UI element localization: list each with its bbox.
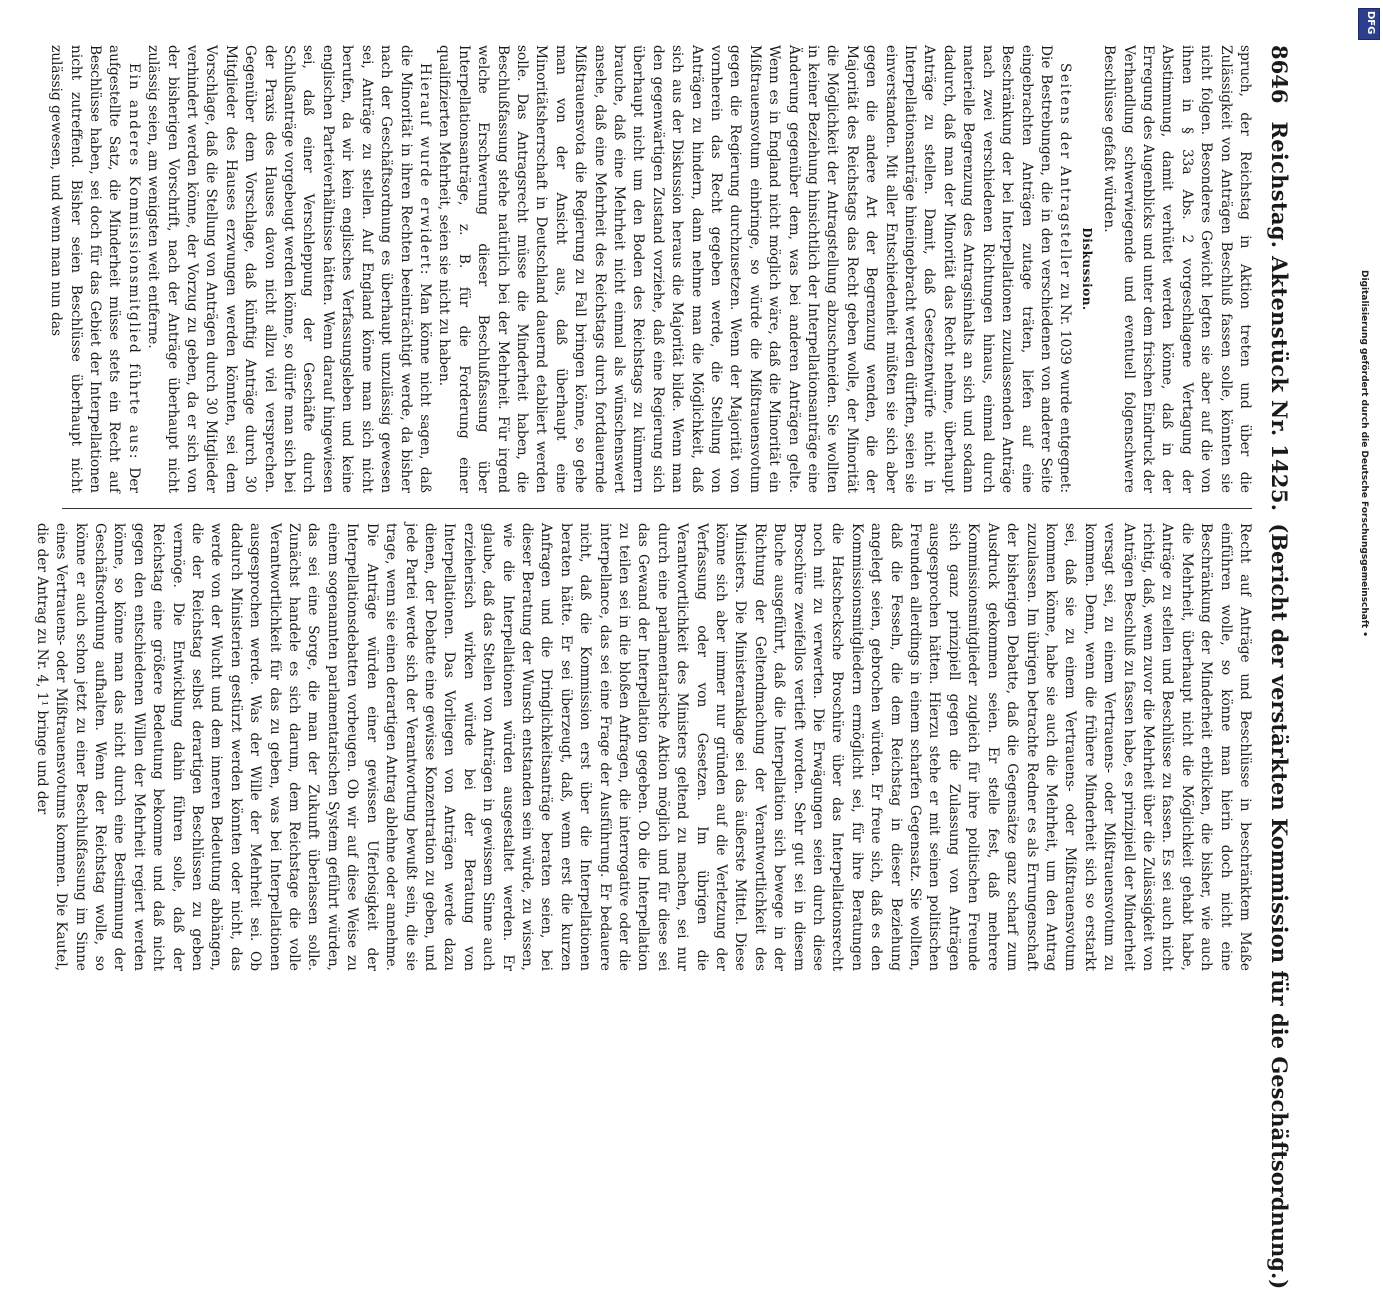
report-subtitle: (Bericht der verstärkten Kommission für die Geschäftsordnung.) — [1267, 523, 1293, 1289]
column-divider — [62, 508, 1252, 509]
paragraph-lead: Seitens der Antragsteller — [1057, 63, 1074, 279]
paragraph — [46, 45, 143, 493]
paragraph-body: Man könne nicht sagen, daß die Minorität in ihren Rechten beeinträchtigt werde, da bisher nach der Geschäftsordnung es überhaupt unzulässig gewesen sei, Anträge zu stellen. Auf England könne man sich nicht berufen, da wir kein englisches Verfassungsleben und keine englischen Parteiverhältnisse hätten. Wenn darauf hingewiesen sei, daß einer Verschleppung der Geschäfte durch Schlußanträge vorgebeugt werden könne, so dürfe man sich bei der Praxis des Hauses davon nicht allzu viel versprechen. Gegenüber dem Vorschlage, daß künftig Anträge durch 30 Mitglieder des Hauses erzwungen werden könnten, sei dem Vorschlage, daß die Stellung von Anträgen durch 30 Mitglieder verhindert werden könne, der Vorzug zu geben, da er sich von der bisherigen Vorschrift, nach der Anträge überhaupt nicht zulässig seien, am wenigsten weit entferne. — [145, 45, 433, 493]
paragraph — [143, 45, 434, 493]
section-heading: Diskussion. — [1079, 227, 1094, 311]
paragraph-body: Der aufgestellte Satz, die Minderheit müsse stets ein Recht auf Beschlüsse haben, sei doch für das Gebiet der Interpellationen nicht zutreffend. Bisher seien Beschlüsse überhaupt nicht zulässig gewesen, und wenn man nun das — [48, 45, 142, 493]
digitization-note — [1355, 270, 1369, 970]
paragraph-lead: Hierauf wurde erwidert: — [416, 63, 433, 276]
page-header — [1260, 45, 1300, 1289]
left-text-column — [48, 45, 1254, 493]
page-number: 8646 — [1267, 45, 1293, 104]
rotated-document-page — [33, 45, 1300, 1289]
paragraph-body: zu Nr. 1039 wurde entgegnet: Die Bestrebungen, die in den verschiedenen von anderer Seite eingebrachten Anträgen zutage träten, liefen auf eine Beschränkung der bei Interpellationen zuzulassenden Anträge nach zwei verschiedenen Richtungen hinaus, einmal durch materielle Begrenzung des Antragsinhalts an sich und sodann dadurch, daß man der Minorität das Recht nehme, überhaupt Anträge zu stellen. Damit, daß Gesetzentwürfe nicht in Interpellationsanträge hineingebracht werden dürften, seien sie einverstanden. Mit aller Entschiedenheit müßten sie sich aber gegen die andere Art der Begrenzung wenden, die der Majorität des Reichstags das Recht geben wolle, der Minorität die Möglichkeit der Antragstellung abzuschneiden. Sie wollten in keiner Beziehung hinsichtlich der Interpellationsanträge eine Änderung gegenüber dem, was bei anderen Anträgen gelte. Wenn es in England nicht möglich wäre, daß die Minorität ein Mißtrauensvotum einbringe, so würde die Mißtrauensvotum gegen die Regierung durchzusetzen. Wenn der Majorität von vornherein das Recht gegeben werde, die Stellung von Anträgen zu hindern, dann nehme man die Möglichkeit, daß sich aus der Diskussion heraus die Majorität bilde. Wenn man den gegenwärtigen Zustand vorziehe, daß eine Regierung sich überhaupt nicht um den Boden des Reichstags zu kümmern brauche, daß eine Mehrheit nicht einmal als wünschenswert ansehe, daß eine Mehrheit des Reichstags durch fortdauernde Mißtrauensvota die Regierung zu Fall bringen könne, so gehe man von der Ansicht aus, daß überhaupt eine Minoritätsherrschaft in Deutschland dauernd etabliert werden solle. Das Antragsrecht müsse die Minderheit haben, die Beschlußfassung stehe natürlich bei der Mehrheit. Für irgend welche Erschwerung dieser Beschlußfassung über Interpellationsanträge, z. B. für die Forderung einer qualifizierten Mehrheit, seien sie nicht zu haben. — [436, 45, 1074, 493]
paragraph: spruch, der Reichstag in Aktion treten und über die Zulässigkeit von Anträgen Beschluß fassen solle, könnten sie nicht folgen. Besonderes Gewicht legten sie aber auf die von ihnen in § 33a Abs. 2 vorgeschlagene Vertagung der Abstimmung, damit verhütet werden könne, daß in der Erregung des Augenblicks und unter dem frischen Eindruck der Verhandlung schwerwiegende und eventuell folgenschwere Beschlüsse gefaßt würden. — [1101, 45, 1253, 493]
dfg-logo — [1358, 8, 1380, 40]
paragraph-lead: Ein anderes Kommissionsmitglied führte aus: — [125, 63, 142, 460]
right-text-column — [33, 523, 1254, 971]
running-title: Reichstag. Aktenstück Nr. 1425. — [1267, 121, 1293, 512]
dfg-logo-text: DFG — [1365, 11, 1376, 35]
digitization-note-text: Digitalisierung gefördert durch die Deutsche Forschungsgemeinschaft • — [1359, 270, 1369, 637]
paragraph: Recht auf Anträge und Beschlüsse in beschränktem Maße einführen wolle, so könne man hierin doch nicht eine Beschränkung der Minderheit erblicken, die bisher, wie auch die Mehrheit, überhaupt nicht die Möglichkeit gehabt habe, Anträge zu stellen und Beschlüsse zu fassen. Es sei auch nicht richtig, daß, wenn zuvor die Mehrheit über die Zulässigkeit von Anträgen Beschluß zu fassen habe, es prinzipiell der Minderheit versagt sei, zu einem Vertrauens- oder Mißtrauensvotum zu kommen. Denn, wenn die frühere Minderheit sich so erstarkt sei, daß sie zu einem Vertrauens- oder Mißtrauensvotum kommen könne, habe sie auch die Mehrheit, um den Antrag zuzulassen. Im übrigen betrachte Redner es als Errungenschaft der bisherigen Debatte, daß die Gegensätze ganz scharf zum Ausdruck gekommen seien. Er stelle fest, daß mehrere Kommissionsmitglieder zugleich für ihre politischen Freunde sich ganz prinzipiell gegen die Zulassung von Anträgen ausgesprochen hätten. Hierzu stehe er mit seinen politischen Freunden allerdings in einem scharfen Gegensatz. Sie wollten, daß die Fesseln, die dem Reichstag in dieser Beziehung angelegt seien, gebrochen würden. Er freue sich, daß es den Kommissionsmitgliedern ermöglicht sei, für ihre Beratungen die Hatschecksche Broschüre über das Interpellationsrecht noch mit zu verwerten. Die Erwägungen seien durch diese Broschüre zweifellos vertieft worden. Sehr gut sei in diesem Buche ausgeführt, daß die Interpellation sich bewege in der Richtung der Geltendmachung der Verantwortlichkeit des Ministers. Die Ministeranklage sei das äußerste Mittel. Diese könne sich aber immer nur gründen auf die Verletzung der Verfassung oder von Gesetzen. Im übrigen die Verantwortlichkeit des Ministers geltend zu machen, sei nur durch eine parlamentarische Aktion möglich und für diese sei das Gewand der Interpellation gegeben. Ob die Interpellation zu teilen sei in die bloßen Anfragen, die interrogative oder die interpellance, das sei eine Frage der Ausführung. Er bedauere nicht, daß die Kommission erst über die Interpellationen beraten hätte. Er sei überzeugt, daß, wenn erst die kurzen Anfragen und die Dringlichkeitsanträge beraten seien, bei dieser Beratung der Wunsch entstanden sein würde, zu wissen, wie die Interpellationen würden ausgestaltet werden. Er glaube, daß das Stellen von Anträgen in gewissem Sinne auch erzieherisch wirken würde bei der Beratung von Interpellationen. Das Vorliegen von Anträgen werde dazu dienen, der Debatte eine gewisse Konzentration zu geben, und jede Partei werde sich der Verantwortung bewußt sein, die sie trage, wenn sie einen derartigen Antrag ablehne oder annehme. Die Anträge würden einer gewissen Uferlosigkeit der Interpellationsdebatten vorbeugen. Ob wir auf diese Weise zu einem sogenannten parlamentarischen System geführt würden, das sei eine Sorge, die man der Zukunft überlassen solle. Zunächst handele es sich darum, dem Reichstage die volle Verantwortlichkeit für das zu geben, was bei Interpellationen ausgesprochen werde. Was der Wille der Mehrheit sei. Ob dadurch Ministerien gestürzt werden könnten oder nicht, das werde von der Wucht und dem inneren Bedeutung abhängen, die der Reichstag selbst derartigen Beschlüssen zu geben vermöge. Die Entwicklung dahin führen solle, daß der Reichstag eine größere Bedeutung bekomme und daß nicht gegen den entschiedenen Willen der Mehrheit regiert werden könne, so könne man das nicht durch eine Bestimmung der Geschäftsordnung aufhalten. Wenn der Reichstag wolle, so könne er auch schon jetzt zu einer Beschlußfassung im Sinne eines Vertrauens- oder Mißtrauensvotums kommen. Die Kautel, die der Antrag zu Nr. 4, 1¹ bringe und der — [33, 523, 1253, 971]
paragraph — [434, 45, 1074, 493]
